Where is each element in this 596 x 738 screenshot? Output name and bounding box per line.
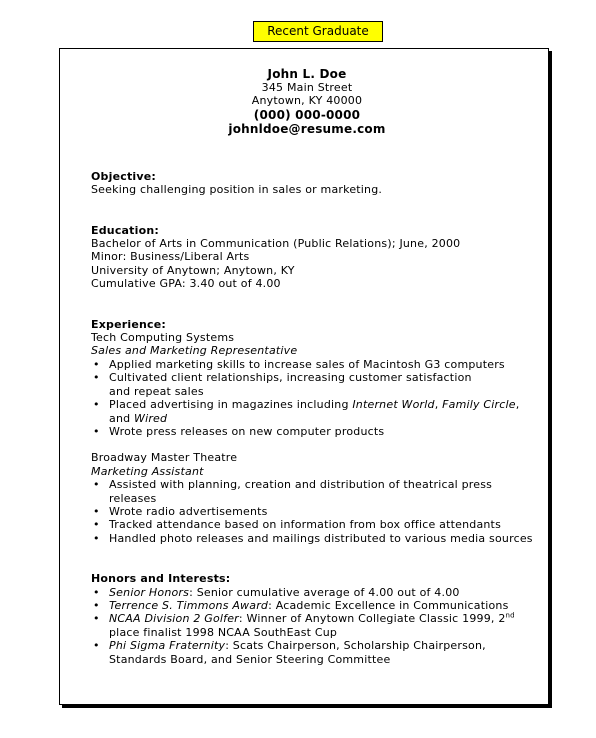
education-degree: Bachelor of Arts in Communication (Public Relations); June, 2000 [91,237,461,251]
job-company: Tech Computing Systems [91,331,235,345]
job-company: Broadway Master Theatre [91,451,238,465]
job-duties-list [91,478,538,545]
list-item: • Wrote press releases on new computer products [91,425,538,438]
list-item: • Phi Sigma Fraternity: Scats Chairperson, Scholarship Chairperson, Standards Board, and Senior Steering Committee [91,639,538,666]
applicant-name: John L. Doe [267,67,347,81]
list-item: • Placed advertising in magazines including Internet World, Family Circle, and Wired [91,398,538,425]
street-address: 345 Main Street [261,81,353,94]
experience-heading: Experience: [91,317,167,331]
list-item: • Terrence S. Timmons Award: Academic Excellence in Communications [91,599,538,612]
list-item: • Handled photo releases and mailings distributed to various media sources [91,532,538,545]
list-item: • Senior Honors: Senior cumulative average of 4.00 out of 4.00 [91,586,538,599]
recent-graduate-badge: Recent Graduate [253,21,383,42]
job-role: Sales and Marketing Representative [91,344,298,358]
city-state-zip: Anytown, KY 40000 [251,94,363,108]
list-item: • Wrote radio advertisements [91,505,538,518]
email-address: johnldoe@resume.com [228,121,386,136]
list-item: • Assisted with planning, creation and distribution of theatrical press releases [91,478,538,505]
honors-list [91,586,538,666]
objective-text: Seeking challenging position in sales or marketing. [91,183,383,197]
honors-heading: Honors and Interests: [91,572,231,586]
education-heading: Education: [91,223,159,237]
list-item: • Applied marketing skills to increase sales of Macintosh G3 computers [91,358,538,371]
phone-number: (000) 000-0000 [253,107,361,122]
list-item: • NCAA Division 2 Golfer: Winner of Anytown Collegiate Classic 1999, 2nd place finalist 1998 NCAA SouthEast Cup [91,612,538,639]
education-gpa: Cumulative GPA: 3.40 out of 4.00 [91,277,281,291]
list-item: • Tracked attendance based on information from box office attendants [91,518,538,531]
education-university: University of Anytown; Anytown, KY [91,263,295,277]
resume-content [91,49,538,666]
education-minor: Minor: Business/Liberal Arts [91,250,250,264]
contact-header [91,67,523,136]
resume-page [59,48,549,705]
list-item: • Cultivated client relationships, increasing customer satisfaction and repeat sales [91,371,538,398]
job-duties-list [91,358,538,438]
objective-heading: Objective: [91,169,157,183]
job-role: Marketing Assistant [91,464,204,478]
